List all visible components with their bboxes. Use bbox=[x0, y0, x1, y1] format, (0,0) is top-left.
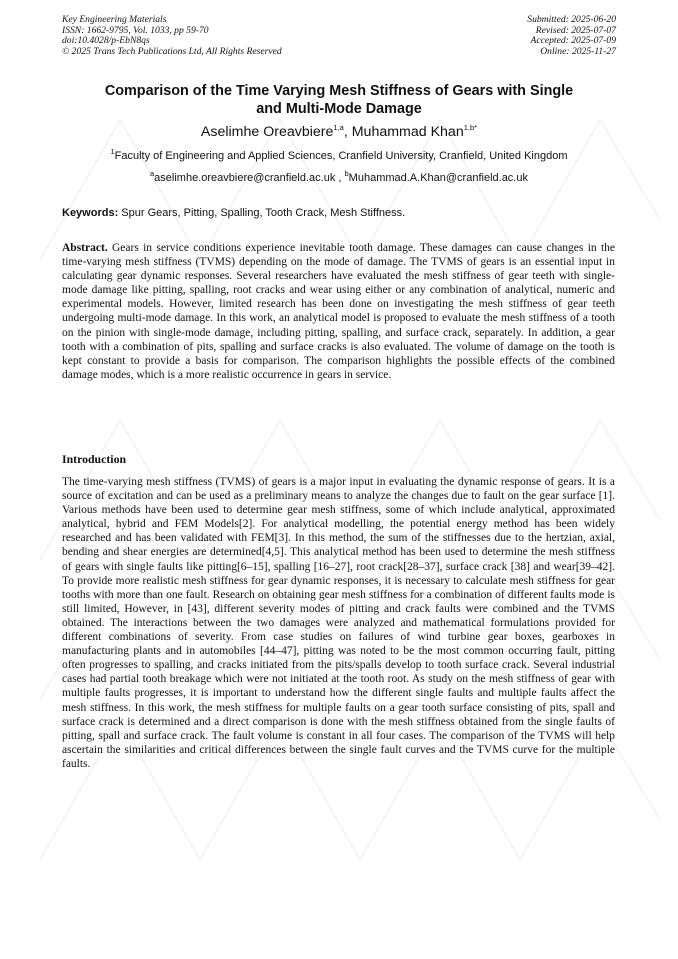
submitted-date: Submitted: 2025-06-20 bbox=[527, 14, 616, 25]
email-separator: , bbox=[335, 172, 345, 184]
keywords bbox=[62, 207, 616, 220]
abstract bbox=[62, 241, 615, 382]
journal-name: Key Engineering Materials bbox=[62, 14, 167, 25]
abstract-label: Abstract. bbox=[62, 242, 108, 254]
author-1-name: Aselimhe Oreavbiere bbox=[200, 124, 334, 140]
copyright-text: © 2025 Trans Tech Publications Ltd, All Rights Reserved bbox=[62, 45, 282, 57]
affiliation-sup: 1 bbox=[110, 146, 115, 156]
doi-text: doi:10.4028/p-EbN8qs bbox=[62, 35, 150, 47]
introduction-text: The time-varying mesh stiffness (TVMS) of gears is a major input in evaluating the dynamic response of gears. It is a source of excitation and can be used as a preliminary means to analyze the changes due to fault on the gear surface [1]. Various methods have been used to determine gear mesh stiffness, some of which include analytical, approximated analytical, hybrid and FEM Models[2]. For analytical modelling, the potential energy method has been widely researched and has been validated with FEM[3]. In this method, the sum of the stiffnesses due to the hertzian, axial, bending and shear energies are determined[4,5]. This analytical method has been used to determine the mesh stiffness of gears with single faults like pitting[6–15], spalling [16–27], root crack[28–37], surface crack [38] and wear[39–42]. To provide more realistic mesh stiffness for gear dynamic responses, it is necessary to calculate mesh stiffness for gear tooths with more than one fault. Research on obtaining gear mesh stiffness for a combination of different faults mode is still limited, However, in [43], different severity modes of pitting and crack faults were combined and the TVMS obtained. The interactions between the two damages were analyzed and mathematical formulations provided for different combinations of severity. From case studies on failures of wind turbine gear boxes, gearboxes in manufacturing plants and in automobiles [44–47], pitting was noted to be the most common occurring fault, pitting often progresses to spalling, and cracks initiated from the pits/spalls develop to tooth surface crack. Several industrial cases had partial tooth breakage which were not initiated at the tooth root. As study on the mesh stiffness of gear with multiple faults progresses, it is important to understand how the different single faults and multiple faults affect the mesh stiffness. In this work, the mesh stiffness for multiple faults on a gear tooth surface consisting of pits, spall and surface crack is determined and a direct comparison is done with the mesh stiffness obtained from the single faults of pitting, spall and surface crack. The fault volume is constant in all four cases. The comparison of the TVMS will help ascertain the similarities and critical differences between the single fault curves and the TVMS curve for the multiple faults. bbox=[62, 476, 615, 770]
keywords-label: Keywords: bbox=[62, 207, 119, 219]
journal-header bbox=[62, 15, 616, 57]
email-a[interactable]: aselimhe.oreavbiere@cranfield.ac.uk bbox=[154, 172, 336, 184]
online-date: Online: 2025-11-27 bbox=[540, 45, 616, 57]
email-a-sup: a bbox=[150, 168, 155, 178]
author-emails bbox=[62, 168, 616, 185]
title-line-1: Comparison of the Time Varying Mesh Stiffness of Gears with Single bbox=[104, 83, 574, 99]
accepted-date: Accepted: 2025-07-09 bbox=[530, 35, 616, 47]
journal-issn: ISSN: 1662-9795, Vol. 1033, pp 59-70 bbox=[62, 24, 209, 36]
title-line-2: and Multi-Mode Damage bbox=[256, 100, 422, 117]
introduction-heading: Introduction bbox=[62, 452, 127, 466]
author-2-sup: 1,b* bbox=[463, 122, 478, 132]
paper-title bbox=[62, 83, 616, 118]
author-1-sup: 1,a bbox=[333, 122, 344, 132]
abstract-text: Gears in service conditions experience inevitable tooth damage. These damages can cause changes in the time-varying mesh stiffness (TVMS) depending on the mode of damage. The TVMS of gears is an essential input in calculating gear dynamic responses. Several researchers have evaluated the mesh stiffness of gear teeth with single-mode damage like pitting, spalling, root cracks and wear using either or any combination of analytical, numeric and experimental models. However, limited research has been done on investigating the mesh stiffness of gear teeth undergoing multi-mode damage. In this work, an analytical model is proposed to evaluate the mesh stiffness of a tooth on the pinion with single-mode damage, including pitting, spalling, and surface crack, separately. In addition, a gear tooth with a combination of pits, spalling and surface cracks is also evaluated. The volume of damage on the tooth is kept constant to provide a basis for comparison. The comparison highlights the possible effects of the combined damage modes, which is a more realistic occurrence in gears in service. bbox=[62, 242, 615, 381]
email-b-sup: b bbox=[344, 168, 349, 178]
journal-info bbox=[62, 15, 282, 57]
author-list bbox=[62, 124, 616, 141]
keywords-text: Spur Gears, Pitting, Spalling, Tooth Crack, Mesh Stiffness. bbox=[118, 207, 406, 219]
revised-date: Revised: 2025-07-07 bbox=[535, 24, 616, 36]
email-b[interactable]: Muhammad.A.Khan@cranfield.ac.uk bbox=[348, 172, 528, 184]
affiliation bbox=[62, 146, 616, 163]
author-separator: , bbox=[343, 124, 352, 140]
author-2-name: Muhammad Khan bbox=[351, 124, 464, 140]
affiliation-text: Faculty of Engineering and Applied Sciences, Cranfield University, Cranfield, United Kingdom bbox=[114, 150, 568, 162]
publication-dates bbox=[527, 15, 616, 57]
